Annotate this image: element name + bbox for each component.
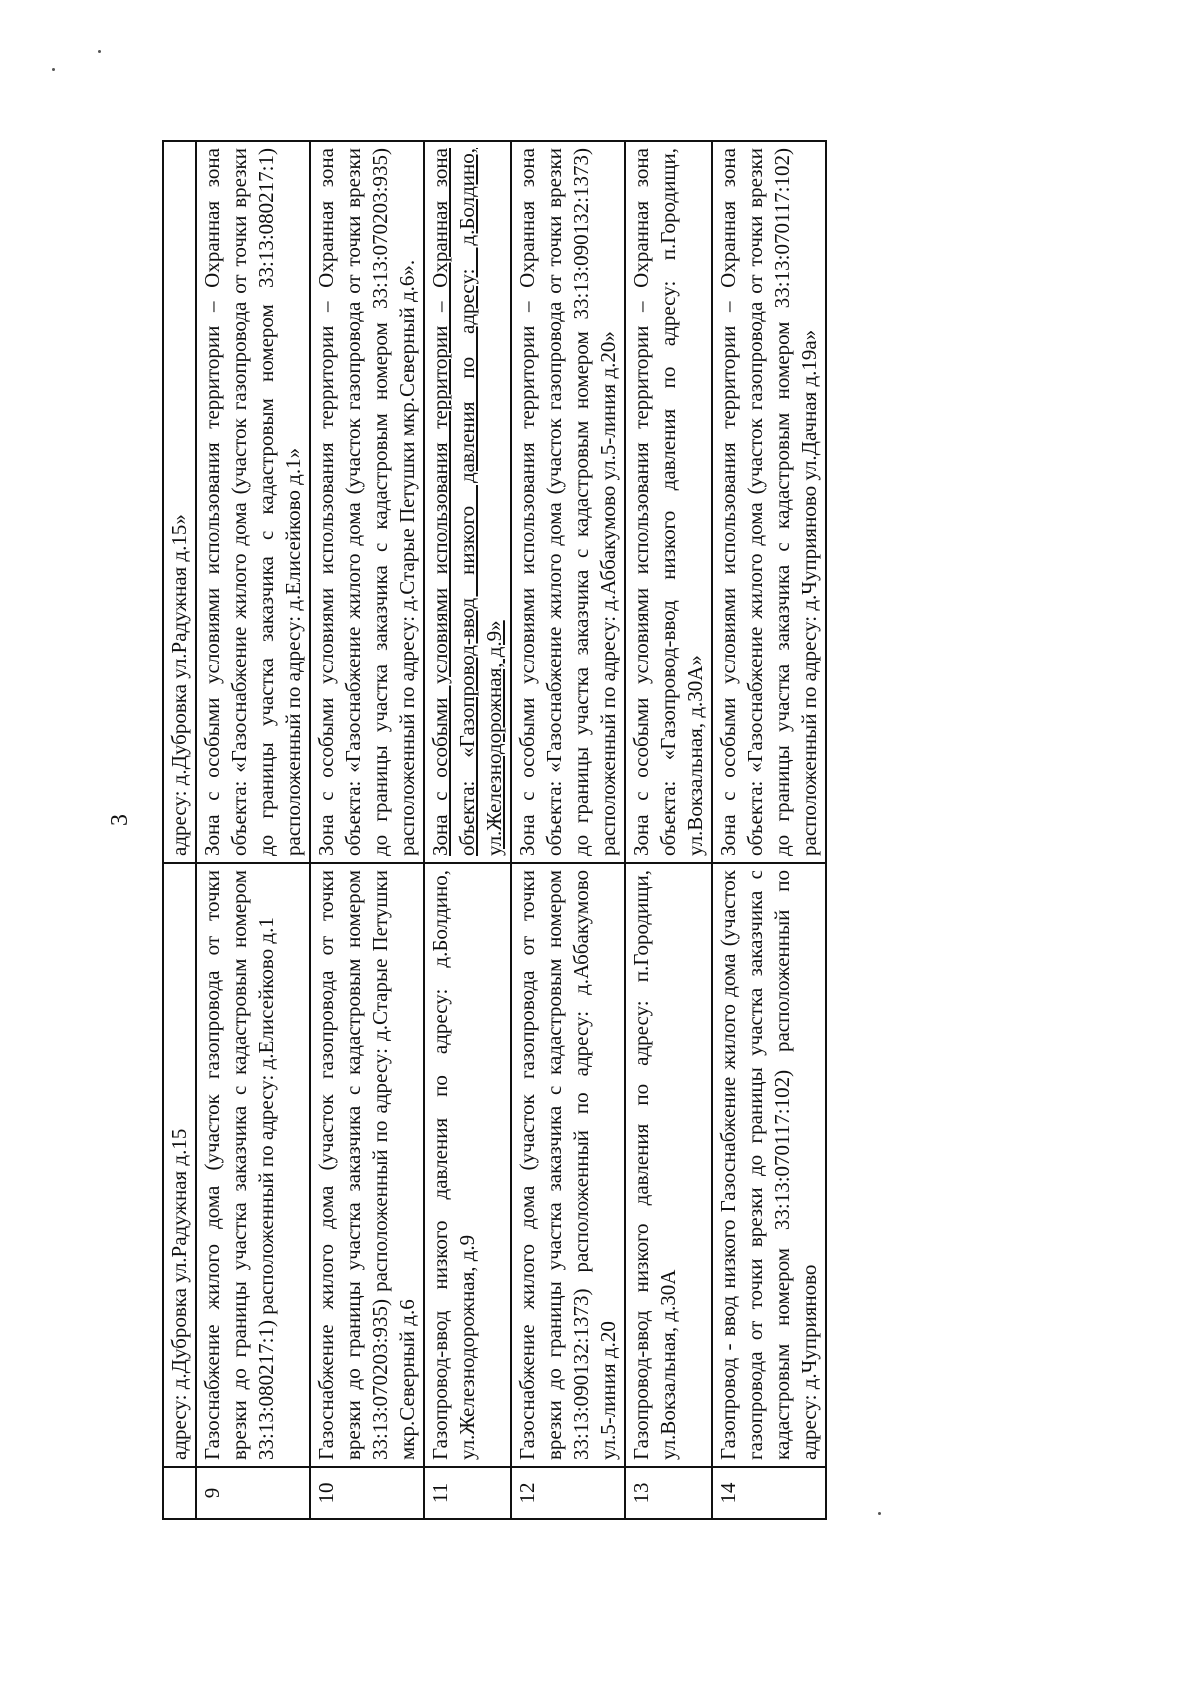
table-row [712,141,826,1519]
row-number-cell: 12 [511,1467,625,1519]
object-name-cell: Газопровод-ввод низкого давления по адресу: д.Болдино, ул.Железнодорожная, д.9 [424,863,511,1467]
zone-description-cell: Зона с особыми условиями использования территории – Охранная зона объекта: «Газоснабжение жилого дома (участок газопровода от точки врезки до границы участка заказчика с кадастровым номером 33:13:070117:102) расположенный по адресу: д.Чуприяново ул.Дачная д.19а» [712,141,826,863]
zone-description-cell: Зона с особыми условиями использования территории – Охранная зона объекта: «Газоснабжение жилого дома (участок газопровода от точки врезки до границы участка заказчика с кадастровым номером 33:13:080217:1) расположенный по адресу: д.Елисейково д.1» [196,141,310,863]
table-row [163,141,196,1519]
rotated-page [100,120,1060,1520]
object-name-cell: адресу: д.Дубровка ул.Радужная д.15 [163,863,196,1467]
objects-table [162,140,827,1520]
row-number-cell: 10 [310,1467,424,1519]
row-number-cell: 9 [196,1467,310,1519]
row-number-cell: 13 [625,1467,712,1519]
row-number-cell: 11 [424,1467,511,1519]
object-name-cell: Газоснабжение жилого дома (участок газопровода от точки врезки до границы участка заказчика с кадастровым номером 33:13:080217:1) расположенный по адресу: д.Елисейково д.1 [196,863,310,1467]
scan-speck [98,50,101,53]
table-row [310,141,424,1519]
object-name-cell: Газоснабжение жилого дома (участок газопровода от точки врезки до границы участка заказчика с кадастровым номером 33:13:090132:1373) расположенный по адресу: д.Аббакумово ул.5-линия д.20 [511,863,625,1467]
object-name-cell: Газопровод - ввод низкого Газоснабжение жилого дома (участок газопровода от точки врезки до границы участка заказчика с кадастровым номером 33:13:070117:102) расположенный по адресу: д.Чуприяново [712,863,826,1467]
zone-description-cell: Зона с особыми условиями использования территории – Охранная зона объекта: «Газопровод-ввод низкого давления по адресу: д.Болдино, ул.Железнодорожная, д.9» [424,141,511,863]
zone-description-cell: Зона с особыми условиями использования территории – Охранная зона объекта: «Газопровод-ввод низкого давления по адресу: п.Городищи, ул.Вокзальная, д.30А» [625,141,712,863]
zone-description-cell: Зона с особыми условиями использования территории – Охранная зона объекта: «Газоснабжение жилого дома (участок газопровода от точки врезки до границы участка заказчика с кадастровым номером 33:13:070203:935) расположенный по адресу: д.Старые Петушки мкр.Северный д.6». [310,141,424,863]
table-row [511,141,625,1519]
row-number-cell: 14 [712,1467,826,1519]
table-row [625,141,712,1519]
scan-speck [52,68,55,71]
table-row [196,141,310,1519]
page-number: 3 [107,814,133,826]
object-name-cell: Газоснабжение жилого дома (участок газопровода от точки врезки до границы участка заказчика с кадастровым номером 33:13:070203:935) расположенный по адресу: д.Старые Петушки мкр.Северный д.6 [310,863,424,1467]
zone-description-cell: Зона с особыми условиями использования территории – Охранная зона объекта: «Газоснабжение жилого дома (участок газопровода от точки врезки до границы участка заказчика с кадастровым номером 33:13:090132:1373) расположенный по адресу: д.Аббакумово ул.5-линия д.20» [511,141,625,863]
row-number-cell [163,1467,196,1519]
zone-description-cell: адресу: д.Дубровка ул.Радужная д.15» [163,141,196,863]
object-name-cell: Газопровод-ввод низкого давления по адресу: п.Городищи, ул.Вокзальная, д.30А [625,863,712,1467]
table-row [424,141,511,1519]
